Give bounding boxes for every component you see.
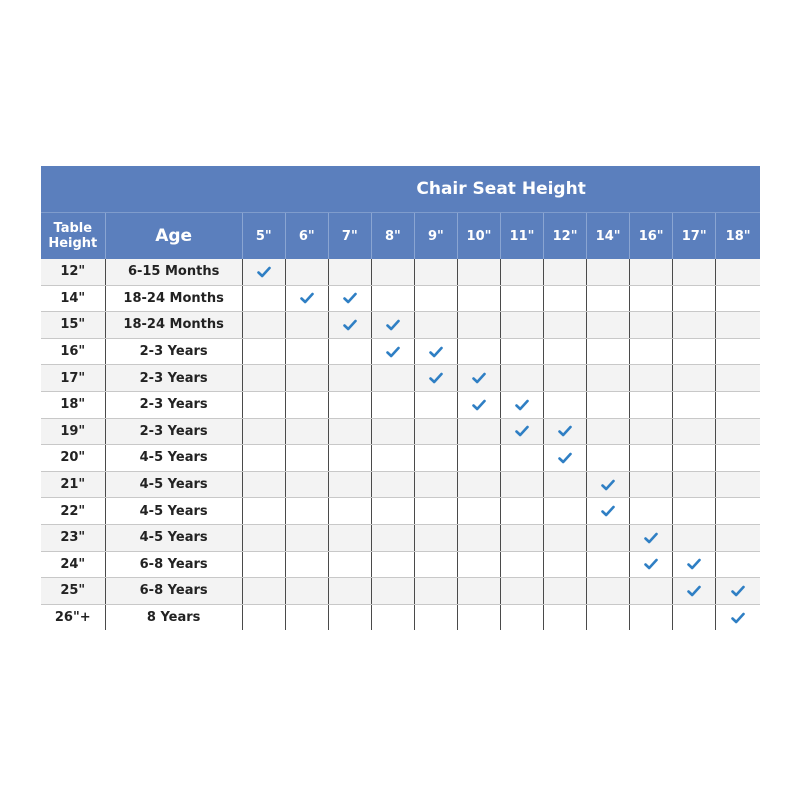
checkmark-icon xyxy=(386,317,400,332)
age-cell: 18-24 Months xyxy=(105,285,242,312)
seat-cell xyxy=(544,445,587,472)
chair-seat-height-chart xyxy=(41,166,760,630)
checkmark-icon xyxy=(429,371,443,386)
table-row xyxy=(41,578,760,605)
seat-cell xyxy=(716,259,760,285)
seat-cell xyxy=(371,259,414,285)
seat-cell xyxy=(544,418,587,445)
table-height-cell: 19" xyxy=(41,418,105,445)
seat-cell xyxy=(457,312,500,339)
seat-cell xyxy=(242,498,285,525)
seat-cell xyxy=(673,498,716,525)
seat-cell xyxy=(457,285,500,312)
seat-cell xyxy=(587,445,630,472)
seat-cell xyxy=(242,338,285,365)
seat-cell xyxy=(501,578,544,605)
seat-cell xyxy=(328,312,371,339)
size-table xyxy=(41,166,760,630)
seat-cell xyxy=(630,391,673,418)
seat-cell xyxy=(501,498,544,525)
seat-cell xyxy=(501,259,544,285)
seat-cell xyxy=(242,524,285,551)
checkmark-icon xyxy=(558,424,572,439)
checkmark-icon xyxy=(731,583,745,598)
seat-cell xyxy=(414,338,457,365)
header-row xyxy=(41,213,760,260)
seat-cell xyxy=(544,471,587,498)
table-row xyxy=(41,259,760,285)
seat-cell xyxy=(501,445,544,472)
seat-cell xyxy=(716,312,760,339)
seat-cell xyxy=(673,524,716,551)
seat-cell xyxy=(285,471,328,498)
seat-cell xyxy=(587,365,630,392)
table-row xyxy=(41,604,760,630)
seat-cell xyxy=(371,391,414,418)
seat-cell xyxy=(242,259,285,285)
chart-title: Chair Seat Height xyxy=(242,166,760,213)
seat-cell xyxy=(673,259,716,285)
checkmark-icon xyxy=(515,424,529,439)
seat-cell xyxy=(457,365,500,392)
age-cell: 4-5 Years xyxy=(105,471,242,498)
seat-cell xyxy=(414,418,457,445)
age-cell: 2-3 Years xyxy=(105,418,242,445)
seat-cell xyxy=(371,445,414,472)
table-height-header xyxy=(41,213,105,260)
age-cell: 2-3 Years xyxy=(105,365,242,392)
seat-cell xyxy=(587,418,630,445)
seat-cell xyxy=(285,498,328,525)
seat-cell xyxy=(457,604,500,630)
seat-height-header: 14" xyxy=(587,213,630,260)
seat-cell xyxy=(501,391,544,418)
seat-cell xyxy=(285,259,328,285)
seat-height-header: 17" xyxy=(673,213,716,260)
seat-cell xyxy=(673,338,716,365)
checkmark-icon xyxy=(386,344,400,359)
seat-cell xyxy=(716,471,760,498)
seat-cell xyxy=(630,471,673,498)
seat-cell xyxy=(371,338,414,365)
checkmark-icon xyxy=(687,557,701,572)
seat-cell xyxy=(328,285,371,312)
seat-cell xyxy=(587,259,630,285)
seat-cell xyxy=(544,551,587,578)
age-header: Age xyxy=(105,213,242,260)
seat-height-header: 8" xyxy=(371,213,414,260)
table-height-cell: 18" xyxy=(41,391,105,418)
seat-cell xyxy=(242,418,285,445)
seat-cell xyxy=(544,524,587,551)
seat-cell xyxy=(501,551,544,578)
seat-cell xyxy=(501,312,544,339)
seat-cell xyxy=(501,365,544,392)
seat-cell xyxy=(501,471,544,498)
seat-height-header: 16" xyxy=(630,213,673,260)
checkmark-icon xyxy=(343,317,357,332)
seat-cell xyxy=(371,471,414,498)
seat-cell xyxy=(630,445,673,472)
seat-height-header: 10" xyxy=(457,213,500,260)
seat-cell xyxy=(414,551,457,578)
seat-cell xyxy=(673,312,716,339)
age-cell: 8 Years xyxy=(105,604,242,630)
age-cell: 2-3 Years xyxy=(105,391,242,418)
seat-height-header: 11" xyxy=(501,213,544,260)
seat-cell xyxy=(414,471,457,498)
seat-cell xyxy=(716,365,760,392)
seat-cell xyxy=(414,578,457,605)
title-spacer xyxy=(41,166,242,213)
seat-cell xyxy=(328,471,371,498)
checkmark-icon xyxy=(644,557,658,572)
seat-cell xyxy=(673,551,716,578)
seat-cell xyxy=(457,338,500,365)
seat-cell xyxy=(414,445,457,472)
seat-cell xyxy=(673,365,716,392)
seat-cell xyxy=(544,259,587,285)
table-row xyxy=(41,445,760,472)
seat-cell xyxy=(716,391,760,418)
seat-cell xyxy=(673,604,716,630)
seat-cell xyxy=(371,604,414,630)
seat-cell xyxy=(371,285,414,312)
seat-cell xyxy=(716,604,760,630)
seat-cell xyxy=(673,578,716,605)
seat-height-header: 9" xyxy=(414,213,457,260)
seat-cell xyxy=(544,604,587,630)
seat-cell xyxy=(630,285,673,312)
age-cell: 18-24 Months xyxy=(105,312,242,339)
age-cell: 4-5 Years xyxy=(105,524,242,551)
seat-cell xyxy=(501,604,544,630)
seat-cell xyxy=(457,471,500,498)
seat-cell xyxy=(328,418,371,445)
seat-cell xyxy=(673,418,716,445)
seat-cell xyxy=(587,391,630,418)
seat-cell xyxy=(285,604,328,630)
seat-cell xyxy=(457,524,500,551)
seat-cell xyxy=(630,524,673,551)
seat-cell xyxy=(716,498,760,525)
seat-cell xyxy=(716,445,760,472)
seat-cell xyxy=(587,285,630,312)
seat-cell xyxy=(544,312,587,339)
table-body xyxy=(41,259,760,630)
seat-cell xyxy=(242,312,285,339)
table-height-cell: 17" xyxy=(41,365,105,392)
seat-cell xyxy=(630,259,673,285)
seat-cell xyxy=(328,578,371,605)
seat-cell xyxy=(371,418,414,445)
seat-cell xyxy=(587,524,630,551)
seat-cell xyxy=(371,551,414,578)
table-height-cell: 26"+ xyxy=(41,604,105,630)
seat-cell xyxy=(414,498,457,525)
age-cell: 6-8 Years xyxy=(105,551,242,578)
seat-cell xyxy=(673,445,716,472)
seat-cell xyxy=(501,524,544,551)
age-cell: 4-5 Years xyxy=(105,445,242,472)
seat-cell xyxy=(285,418,328,445)
seat-cell xyxy=(587,498,630,525)
seat-cell xyxy=(285,391,328,418)
table-height-header-line1: Table xyxy=(53,221,93,236)
seat-cell xyxy=(242,578,285,605)
seat-cell xyxy=(630,604,673,630)
title-row xyxy=(41,166,760,213)
table-height-cell: 16" xyxy=(41,338,105,365)
table-height-cell: 12" xyxy=(41,259,105,285)
seat-cell xyxy=(587,471,630,498)
seat-cell xyxy=(673,391,716,418)
checkmark-icon xyxy=(558,450,572,465)
table-row xyxy=(41,471,760,498)
table-row xyxy=(41,551,760,578)
table-row xyxy=(41,365,760,392)
table-height-cell: 15" xyxy=(41,312,105,339)
seat-cell xyxy=(544,578,587,605)
seat-cell xyxy=(285,285,328,312)
seat-height-header: 18" xyxy=(716,213,760,260)
seat-cell xyxy=(328,365,371,392)
seat-cell xyxy=(371,578,414,605)
seat-cell xyxy=(587,604,630,630)
seat-cell xyxy=(371,498,414,525)
seat-cell xyxy=(414,604,457,630)
table-height-cell: 21" xyxy=(41,471,105,498)
seat-cell xyxy=(501,418,544,445)
checkmark-icon xyxy=(429,344,443,359)
seat-height-header: 7" xyxy=(328,213,371,260)
seat-cell xyxy=(587,338,630,365)
table-row xyxy=(41,285,760,312)
seat-cell xyxy=(457,551,500,578)
checkmark-icon xyxy=(731,610,745,625)
table-height-cell: 14" xyxy=(41,285,105,312)
checkmark-icon xyxy=(343,291,357,306)
seat-cell xyxy=(371,312,414,339)
age-cell: 6-8 Years xyxy=(105,578,242,605)
table-row xyxy=(41,418,760,445)
seat-cell xyxy=(544,338,587,365)
seat-cell xyxy=(457,498,500,525)
seat-cell xyxy=(242,551,285,578)
seat-cell xyxy=(328,338,371,365)
seat-cell xyxy=(587,578,630,605)
seat-cell xyxy=(328,259,371,285)
seat-cell xyxy=(630,498,673,525)
seat-cell xyxy=(285,312,328,339)
checkmark-icon xyxy=(472,397,486,412)
checkmark-icon xyxy=(300,291,314,306)
table-row xyxy=(41,498,760,525)
seat-cell xyxy=(587,312,630,339)
checkmark-icon xyxy=(472,371,486,386)
seat-cell xyxy=(501,338,544,365)
table-height-cell: 23" xyxy=(41,524,105,551)
seat-cell xyxy=(630,578,673,605)
seat-cell xyxy=(544,285,587,312)
seat-cell xyxy=(328,524,371,551)
seat-cell xyxy=(285,445,328,472)
seat-cell xyxy=(328,391,371,418)
seat-cell xyxy=(457,259,500,285)
seat-height-header: 12" xyxy=(544,213,587,260)
seat-cell xyxy=(414,285,457,312)
seat-cell xyxy=(457,445,500,472)
seat-cell xyxy=(242,471,285,498)
checkmark-icon xyxy=(601,504,615,519)
seat-cell xyxy=(716,551,760,578)
seat-cell xyxy=(242,604,285,630)
seat-cell xyxy=(457,418,500,445)
table-row xyxy=(41,524,760,551)
seat-cell xyxy=(242,445,285,472)
seat-cell xyxy=(544,365,587,392)
seat-cell xyxy=(673,471,716,498)
seat-cell xyxy=(716,285,760,312)
seat-cell xyxy=(371,524,414,551)
seat-cell xyxy=(371,365,414,392)
seat-cell xyxy=(457,578,500,605)
seat-cell xyxy=(414,365,457,392)
table-height-cell: 20" xyxy=(41,445,105,472)
seat-cell xyxy=(242,365,285,392)
seat-cell xyxy=(630,551,673,578)
checkmark-icon xyxy=(515,397,529,412)
table-height-cell: 25" xyxy=(41,578,105,605)
seat-cell xyxy=(716,524,760,551)
seat-height-header: 5" xyxy=(242,213,285,260)
seat-cell xyxy=(285,524,328,551)
table-height-header-line2: Height xyxy=(48,236,98,251)
seat-cell xyxy=(630,365,673,392)
seat-cell xyxy=(285,338,328,365)
seat-cell xyxy=(716,418,760,445)
seat-cell xyxy=(414,259,457,285)
checkmark-icon xyxy=(601,477,615,492)
seat-cell xyxy=(285,551,328,578)
table-row xyxy=(41,391,760,418)
table-height-cell: 24" xyxy=(41,551,105,578)
age-cell: 6-15 Months xyxy=(105,259,242,285)
checkmark-icon xyxy=(687,583,701,598)
table-row xyxy=(41,312,760,339)
seat-cell xyxy=(716,338,760,365)
seat-cell xyxy=(285,365,328,392)
seat-cell xyxy=(328,551,371,578)
seat-cell xyxy=(414,524,457,551)
seat-cell xyxy=(242,285,285,312)
seat-cell xyxy=(544,391,587,418)
seat-cell xyxy=(544,498,587,525)
seat-cell xyxy=(328,604,371,630)
seat-cell xyxy=(501,285,544,312)
seat-cell xyxy=(716,578,760,605)
seat-cell xyxy=(587,551,630,578)
age-cell: 2-3 Years xyxy=(105,338,242,365)
seat-cell xyxy=(630,418,673,445)
table-row xyxy=(41,338,760,365)
table-height-cell: 22" xyxy=(41,498,105,525)
seat-cell xyxy=(242,391,285,418)
seat-cell xyxy=(328,498,371,525)
seat-cell xyxy=(285,578,328,605)
seat-cell xyxy=(414,312,457,339)
age-cell: 4-5 Years xyxy=(105,498,242,525)
seat-cell xyxy=(630,338,673,365)
seat-cell xyxy=(328,445,371,472)
checkmark-icon xyxy=(644,530,658,545)
seat-cell xyxy=(673,285,716,312)
seat-cell xyxy=(457,391,500,418)
seat-cell xyxy=(414,391,457,418)
seat-cell xyxy=(630,312,673,339)
checkmark-icon xyxy=(257,264,271,279)
seat-height-header: 6" xyxy=(285,213,328,260)
